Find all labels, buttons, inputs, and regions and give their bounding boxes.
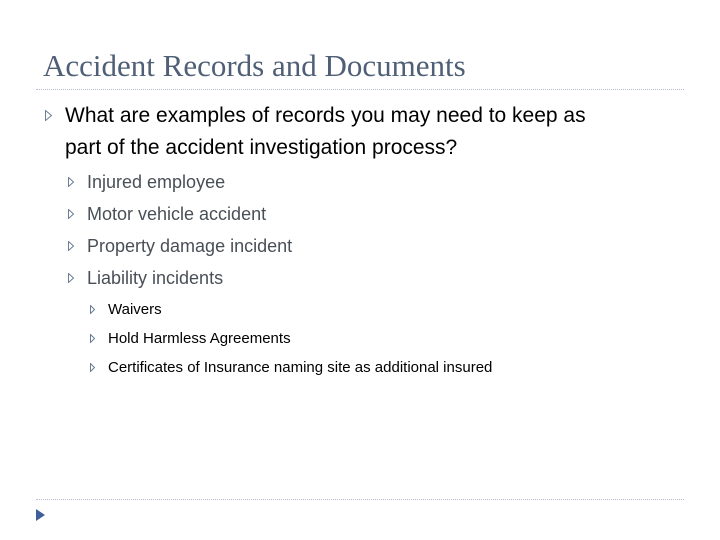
- triangle-right-icon: [68, 273, 74, 283]
- liability-item-waivers: Waivers: [108, 301, 162, 318]
- triangle-right-icon: [90, 363, 95, 372]
- triangle-right-icon: [68, 209, 74, 219]
- question-line-1: What are examples of records you may need to keep as: [65, 104, 586, 127]
- question-line-2: part of the accident investigation process?: [65, 136, 458, 159]
- sub-item-property-damage-incident: Property damage incident: [87, 236, 293, 256]
- title-divider: [36, 89, 684, 90]
- triangle-right-icon: [45, 110, 52, 121]
- sub-item-liability-incidents: Liability incidents: [87, 268, 224, 288]
- liability-item-hold-harmless: Hold Harmless Agreements: [108, 330, 291, 347]
- triangle-right-icon: [68, 241, 74, 251]
- triangle-right-icon: [68, 177, 74, 187]
- footer-divider: [36, 499, 684, 500]
- slide-corner-triangle-icon: [36, 508, 45, 526]
- sub-item-injured-employee: Injured employee: [87, 172, 226, 192]
- triangle-right-icon: [90, 334, 95, 343]
- slide-title: Accident Records and Documents: [43, 48, 466, 83]
- sub-item-motor-vehicle-accident: Motor vehicle accident: [87, 204, 267, 224]
- liability-item-certificates: Certificates of Insurance naming site as additional insured: [108, 359, 493, 376]
- triangle-right-icon: [90, 305, 95, 314]
